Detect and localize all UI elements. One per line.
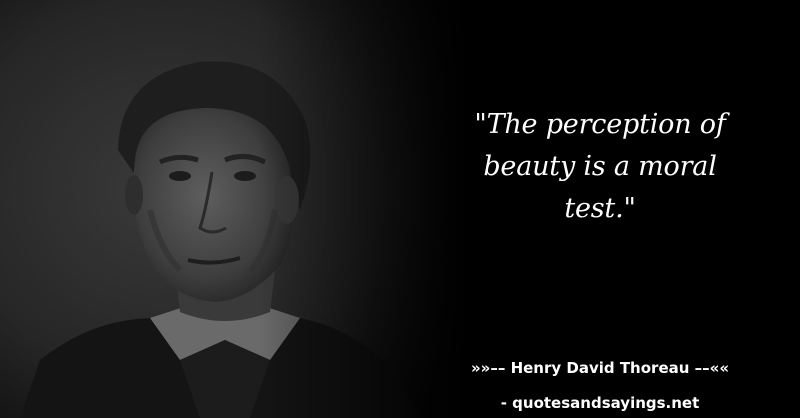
quote-text: "The perception of beauty is a moral test." <box>474 109 726 224</box>
source-website: - quotesandsayings.net <box>500 394 700 412</box>
author-attribution: »»–– Henry David Thoreau ––«« <box>470 359 730 377</box>
